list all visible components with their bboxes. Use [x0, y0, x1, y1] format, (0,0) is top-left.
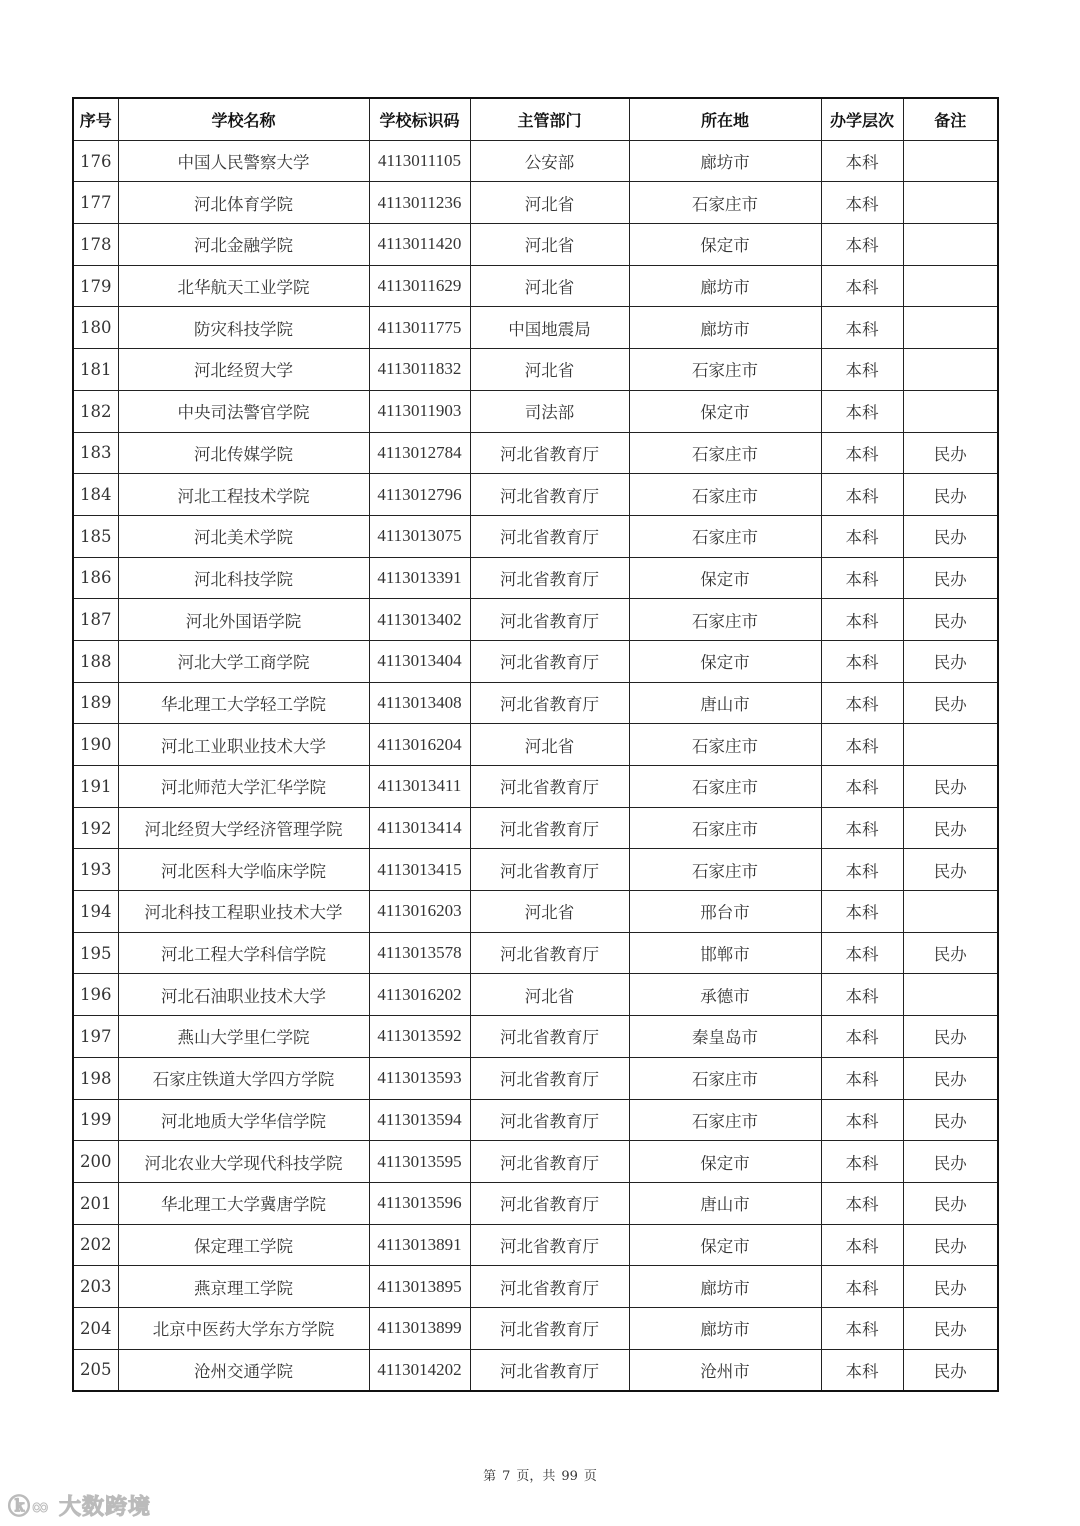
cell-level: 本科	[821, 766, 903, 808]
cell-level: 本科	[821, 1224, 903, 1266]
cell-school-name: 河北经贸大学	[118, 349, 369, 391]
cell-school-code: 4113013408	[369, 682, 470, 724]
table-row	[73, 974, 998, 1016]
cell-remark: 民办	[903, 1099, 998, 1141]
cell-remark	[903, 307, 998, 349]
cell-school-code: 4113013415	[369, 849, 470, 891]
cell-index: 177	[73, 182, 118, 224]
cell-authority: 河北省	[470, 182, 629, 224]
table-row	[73, 849, 998, 891]
cell-location: 保定市	[629, 390, 821, 432]
table-row	[73, 807, 998, 849]
cell-school-code: 4113013404	[369, 640, 470, 682]
cell-remark: 民办	[903, 807, 998, 849]
cell-level: 本科	[821, 1141, 903, 1183]
cell-school-code: 4113013895	[369, 1266, 470, 1308]
cell-school-code: 4113013391	[369, 557, 470, 599]
cell-remark: 民办	[903, 682, 998, 724]
cell-remark	[903, 724, 998, 766]
cell-authority: 河北省教育厅	[470, 432, 629, 474]
cell-remark	[903, 349, 998, 391]
cell-school-name: 防灾科技学院	[118, 307, 369, 349]
cell-location: 石家庄市	[629, 766, 821, 808]
cell-location: 唐山市	[629, 682, 821, 724]
cell-level: 本科	[821, 515, 903, 557]
cell-level: 本科	[821, 557, 903, 599]
cell-school-name: 河北科技工程职业技术大学	[118, 891, 369, 933]
cell-school-name: 华北理工大学轻工学院	[118, 682, 369, 724]
table-row	[73, 307, 998, 349]
cell-school-code: 4113013075	[369, 515, 470, 557]
cell-location: 廊坊市	[629, 265, 821, 307]
cell-index: 182	[73, 390, 118, 432]
cell-level: 本科	[821, 599, 903, 641]
cell-authority: 河北省教育厅	[470, 1141, 629, 1183]
cell-authority: 河北省	[470, 349, 629, 391]
cell-remark: 民办	[903, 849, 998, 891]
cell-school-code: 4113013414	[369, 807, 470, 849]
cell-remark: 民办	[903, 640, 998, 682]
table-row	[73, 182, 998, 224]
cell-location: 石家庄市	[629, 724, 821, 766]
cell-location: 石家庄市	[629, 1099, 821, 1141]
cell-school-name: 河北美术学院	[118, 515, 369, 557]
cell-level: 本科	[821, 640, 903, 682]
cell-index: 201	[73, 1182, 118, 1224]
table-row	[73, 1349, 998, 1391]
table-row	[73, 766, 998, 808]
cell-level: 本科	[821, 1266, 903, 1308]
watermark-logo: ⓚ∞ 大数跨境	[8, 1495, 152, 1520]
cell-school-code: 4113016204	[369, 724, 470, 766]
cell-level: 本科	[821, 1349, 903, 1391]
header-school-name: 学校名称	[118, 98, 369, 140]
cell-location: 唐山市	[629, 1182, 821, 1224]
header-level: 办学层次	[821, 98, 903, 140]
watermark-text: 大数跨境	[59, 1495, 152, 1520]
cell-school-code: 4113013402	[369, 599, 470, 641]
cell-remark: 民办	[903, 1349, 998, 1391]
cell-index: 196	[73, 974, 118, 1016]
cell-school-name: 河北外国语学院	[118, 599, 369, 641]
cell-authority: 河北省教育厅	[470, 766, 629, 808]
table-row	[73, 682, 998, 724]
cell-index: 194	[73, 891, 118, 933]
cell-school-code: 4113012784	[369, 432, 470, 474]
table-row	[73, 891, 998, 933]
cell-level: 本科	[821, 182, 903, 224]
cell-location: 廊坊市	[629, 307, 821, 349]
cell-level: 本科	[821, 140, 903, 182]
cell-location: 保定市	[629, 1224, 821, 1266]
cell-authority: 河北省教育厅	[470, 1307, 629, 1349]
table-row	[73, 557, 998, 599]
cell-level: 本科	[821, 432, 903, 474]
table-row	[73, 432, 998, 474]
cell-school-name: 河北经贸大学经济管理学院	[118, 807, 369, 849]
cell-location: 石家庄市	[629, 349, 821, 391]
cell-school-name: 河北工业职业技术大学	[118, 724, 369, 766]
cell-school-code: 4113016203	[369, 891, 470, 933]
page-footer	[0, 1465, 1080, 1484]
cell-authority: 河北省	[470, 891, 629, 933]
cell-location: 石家庄市	[629, 182, 821, 224]
cell-school-name: 河北传媒学院	[118, 432, 369, 474]
cell-index: 189	[73, 682, 118, 724]
cell-remark: 民办	[903, 932, 998, 974]
cell-remark	[903, 265, 998, 307]
cell-level: 本科	[821, 307, 903, 349]
cell-index: 193	[73, 849, 118, 891]
cell-school-code: 4113013899	[369, 1307, 470, 1349]
cell-level: 本科	[821, 807, 903, 849]
cell-authority: 河北省教育厅	[470, 1057, 629, 1099]
cell-school-code: 4113013592	[369, 1016, 470, 1058]
cell-level: 本科	[821, 1016, 903, 1058]
header-location: 所在地	[629, 98, 821, 140]
cell-school-code: 4113011105	[369, 140, 470, 182]
cell-remark	[903, 891, 998, 933]
cell-index: 195	[73, 932, 118, 974]
cell-level: 本科	[821, 974, 903, 1016]
table-row	[73, 1016, 998, 1058]
cell-school-code: 4113013411	[369, 766, 470, 808]
cell-school-code: 4113013594	[369, 1099, 470, 1141]
cell-authority: 河北省教育厅	[470, 474, 629, 516]
cell-index: 184	[73, 474, 118, 516]
schools-table	[72, 97, 999, 1392]
table-row	[73, 640, 998, 682]
cell-authority: 河北省	[470, 265, 629, 307]
cell-school-code: 4113014202	[369, 1349, 470, 1391]
cell-index: 200	[73, 1141, 118, 1183]
cell-location: 保定市	[629, 1141, 821, 1183]
cell-authority: 河北省教育厅	[470, 599, 629, 641]
cell-index: 202	[73, 1224, 118, 1266]
cell-location: 石家庄市	[629, 515, 821, 557]
cell-level: 本科	[821, 474, 903, 516]
cell-school-code: 4113012796	[369, 474, 470, 516]
cell-authority: 河北省教育厅	[470, 1016, 629, 1058]
cell-school-name: 沧州交通学院	[118, 1349, 369, 1391]
cell-index: 188	[73, 640, 118, 682]
cell-school-code: 4113013595	[369, 1141, 470, 1183]
cell-school-name: 河北师范大学汇华学院	[118, 766, 369, 808]
cell-school-name: 河北工程大学科信学院	[118, 932, 369, 974]
cell-authority: 河北省教育厅	[470, 1099, 629, 1141]
cell-school-name: 河北金融学院	[118, 224, 369, 266]
header-authority: 主管部门	[470, 98, 629, 140]
cell-index: 190	[73, 724, 118, 766]
cell-school-code: 4113011775	[369, 307, 470, 349]
footer-prefix: 第	[483, 1469, 497, 1484]
cell-level: 本科	[821, 224, 903, 266]
cell-authority: 河北省教育厅	[470, 1224, 629, 1266]
cell-remark: 民办	[903, 432, 998, 474]
cell-level: 本科	[821, 265, 903, 307]
cell-remark: 民办	[903, 515, 998, 557]
cell-authority: 河北省教育厅	[470, 807, 629, 849]
cell-index: 203	[73, 1266, 118, 1308]
cell-school-code: 4113011903	[369, 390, 470, 432]
cell-remark: 民办	[903, 474, 998, 516]
cell-remark	[903, 182, 998, 224]
cell-school-code: 4113013891	[369, 1224, 470, 1266]
cell-authority: 河北省教育厅	[470, 640, 629, 682]
cell-remark: 民办	[903, 1266, 998, 1308]
cell-location: 邢台市	[629, 891, 821, 933]
cell-location: 秦皇岛市	[629, 1016, 821, 1058]
cell-location: 承德市	[629, 974, 821, 1016]
table-row	[73, 265, 998, 307]
cell-authority: 中国地震局	[470, 307, 629, 349]
table-row	[73, 140, 998, 182]
table-row	[73, 474, 998, 516]
cell-school-name: 河北工程技术学院	[118, 474, 369, 516]
cell-location: 廊坊市	[629, 1266, 821, 1308]
cell-location: 保定市	[629, 640, 821, 682]
table-row	[73, 1099, 998, 1141]
cell-remark: 民办	[903, 1057, 998, 1099]
cell-remark: 民办	[903, 1224, 998, 1266]
cell-level: 本科	[821, 849, 903, 891]
cell-remark: 民办	[903, 766, 998, 808]
cell-authority: 公安部	[470, 140, 629, 182]
cell-index: 198	[73, 1057, 118, 1099]
cell-authority: 河北省教育厅	[470, 682, 629, 724]
table-row	[73, 932, 998, 974]
header-index: 序号	[73, 98, 118, 140]
cell-school-name: 石家庄铁道大学四方学院	[118, 1057, 369, 1099]
table-row	[73, 224, 998, 266]
cell-school-code: 4113013578	[369, 932, 470, 974]
cell-remark: 民办	[903, 1141, 998, 1183]
cell-school-name: 北京中医药大学东方学院	[118, 1307, 369, 1349]
cell-location: 邯郸市	[629, 932, 821, 974]
cell-location: 石家庄市	[629, 849, 821, 891]
cell-location: 石家庄市	[629, 807, 821, 849]
cell-index: 185	[73, 515, 118, 557]
cell-index: 180	[73, 307, 118, 349]
cell-school-name: 燕山大学里仁学院	[118, 1016, 369, 1058]
cell-location: 廊坊市	[629, 140, 821, 182]
cell-index: 178	[73, 224, 118, 266]
cell-location: 石家庄市	[629, 474, 821, 516]
table-row	[73, 349, 998, 391]
cell-authority: 河北省教育厅	[470, 515, 629, 557]
table-row	[73, 1057, 998, 1099]
footer-suffix: 页	[583, 1469, 597, 1484]
cell-school-code: 4113011236	[369, 182, 470, 224]
cell-authority: 河北省教育厅	[470, 1266, 629, 1308]
cell-remark: 民办	[903, 1182, 998, 1224]
cell-index: 204	[73, 1307, 118, 1349]
current-page: 7	[502, 1469, 511, 1484]
cell-school-name: 中央司法警官学院	[118, 390, 369, 432]
cell-school-name: 河北大学工商学院	[118, 640, 369, 682]
cell-remark	[903, 390, 998, 432]
cell-index: 199	[73, 1099, 118, 1141]
table-row	[73, 599, 998, 641]
cell-level: 本科	[821, 932, 903, 974]
table-row	[73, 724, 998, 766]
table-row	[73, 1224, 998, 1266]
cell-index: 192	[73, 807, 118, 849]
total-pages: 99	[561, 1469, 578, 1484]
cell-school-name: 北华航天工业学院	[118, 265, 369, 307]
cell-authority: 河北省	[470, 224, 629, 266]
cell-remark	[903, 224, 998, 266]
cell-school-name: 河北石油职业技术大学	[118, 974, 369, 1016]
cell-level: 本科	[821, 1099, 903, 1141]
table-header-row	[73, 98, 998, 140]
cell-level: 本科	[821, 390, 903, 432]
cell-level: 本科	[821, 682, 903, 724]
cell-level: 本科	[821, 891, 903, 933]
cell-authority: 河北省教育厅	[470, 1182, 629, 1224]
cell-authority: 河北省	[470, 974, 629, 1016]
cell-level: 本科	[821, 1182, 903, 1224]
cell-index: 179	[73, 265, 118, 307]
cell-remark: 民办	[903, 1307, 998, 1349]
cell-remark: 民办	[903, 557, 998, 599]
cell-authority: 河北省教育厅	[470, 932, 629, 974]
table-row	[73, 515, 998, 557]
cell-location: 石家庄市	[629, 599, 821, 641]
cell-school-code: 4113011629	[369, 265, 470, 307]
table-row	[73, 1141, 998, 1183]
cell-school-code: 4113016202	[369, 974, 470, 1016]
cell-level: 本科	[821, 724, 903, 766]
cell-location: 石家庄市	[629, 1057, 821, 1099]
cell-school-name: 中国人民警察大学	[118, 140, 369, 182]
table-row	[73, 390, 998, 432]
cell-remark: 民办	[903, 599, 998, 641]
table-row	[73, 1307, 998, 1349]
cell-school-name: 河北体育学院	[118, 182, 369, 224]
header-remark: 备注	[903, 98, 998, 140]
cell-school-name: 河北科技学院	[118, 557, 369, 599]
cell-level: 本科	[821, 1057, 903, 1099]
cell-remark: 民办	[903, 1016, 998, 1058]
cell-level: 本科	[821, 1307, 903, 1349]
cell-school-name: 华北理工大学冀唐学院	[118, 1182, 369, 1224]
cell-index: 183	[73, 432, 118, 474]
cell-school-code: 4113013593	[369, 1057, 470, 1099]
cell-remark	[903, 974, 998, 1016]
cell-index: 187	[73, 599, 118, 641]
table-row	[73, 1182, 998, 1224]
cell-index: 197	[73, 1016, 118, 1058]
cell-index: 186	[73, 557, 118, 599]
cell-index: 191	[73, 766, 118, 808]
cell-authority: 司法部	[470, 390, 629, 432]
footer-sep: 页，共	[516, 1469, 556, 1484]
cell-location: 廊坊市	[629, 1307, 821, 1349]
cell-authority: 河北省教育厅	[470, 1349, 629, 1391]
cell-school-name: 保定理工学院	[118, 1224, 369, 1266]
cell-location: 保定市	[629, 557, 821, 599]
cell-school-name: 河北地质大学华信学院	[118, 1099, 369, 1141]
cell-school-code: 4113013596	[369, 1182, 470, 1224]
cell-school-name: 河北农业大学现代科技学院	[118, 1141, 369, 1183]
cell-location: 保定市	[629, 224, 821, 266]
table-row	[73, 1266, 998, 1308]
cell-index: 181	[73, 349, 118, 391]
cell-school-code: 4113011420	[369, 224, 470, 266]
cell-location: 沧州市	[629, 1349, 821, 1391]
cell-authority: 河北省教育厅	[470, 849, 629, 891]
cell-school-name: 燕京理工学院	[118, 1266, 369, 1308]
cell-school-name: 河北医科大学临床学院	[118, 849, 369, 891]
header-school-code: 学校标识码	[369, 98, 470, 140]
cell-location: 石家庄市	[629, 432, 821, 474]
cell-authority: 河北省教育厅	[470, 557, 629, 599]
cell-level: 本科	[821, 349, 903, 391]
cell-school-code: 4113011832	[369, 349, 470, 391]
cell-remark	[903, 140, 998, 182]
cell-index: 176	[73, 140, 118, 182]
cell-authority: 河北省	[470, 724, 629, 766]
cell-index: 205	[73, 1349, 118, 1391]
